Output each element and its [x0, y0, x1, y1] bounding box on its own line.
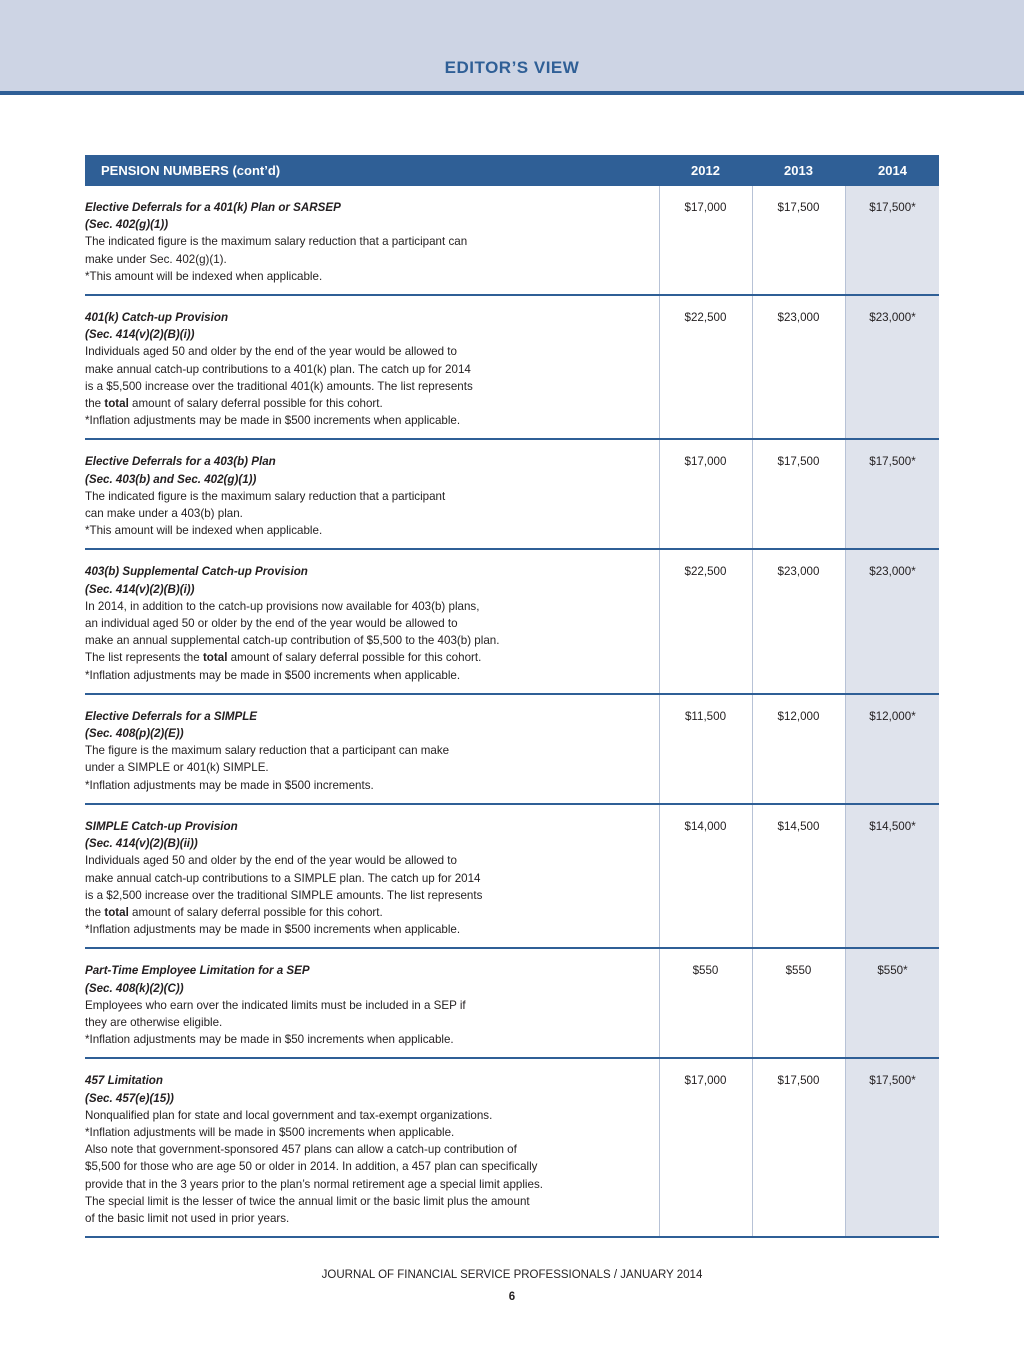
code-section: (Sec. 403(b) and Sec. 402(g)(1)) [85, 472, 257, 486]
table-row [85, 186, 939, 296]
value-2013: $550 [785, 964, 812, 978]
description-line: *Inflation adjustments may be made in $500 increments when applicable. [85, 414, 461, 428]
provision-description [85, 550, 659, 692]
code-section: (Sec. 414(v)(2)(B)(i)) [85, 328, 195, 342]
description-line: $5,500 for those who are age 50 or older in 2014. In addition, a 457 plan can specifically [85, 1160, 538, 1174]
value-2014: $14,500* [869, 819, 916, 833]
value-2012: $11,500 [684, 709, 727, 723]
description-line: is a $2,500 increase over the traditional SIMPLE amounts. The list represents [85, 888, 483, 902]
description-line: make annual catch-up contributions to a SIMPLE plan. The catch up for 2014 [85, 871, 481, 885]
value-2014: $12,000* [869, 709, 916, 723]
description-line: of the basic limit not used in prior years. [85, 1211, 290, 1225]
description-line: The indicated figure is the maximum salary reduction that a participant can [85, 235, 468, 249]
table-row [85, 296, 939, 440]
provision-heading: SIMPLE Catch-up Provision [85, 819, 238, 833]
value-2012: $14,000 [684, 819, 727, 833]
description-line: *Inflation adjustments may be made in $50 increments when applicable. [85, 1033, 454, 1047]
description-line: the total amount of salary deferral possible for this cohort. [85, 905, 383, 919]
code-section: (Sec. 457(e)(15)) [85, 1091, 174, 1105]
provision-heading: 403(b) Supplemental Catch-up Provision [85, 565, 308, 579]
provision-description [85, 440, 659, 548]
description-line: can make under a 403(b) plan. [85, 507, 243, 521]
value-2014: $17,500* [869, 1074, 916, 1088]
description-line: *Inflation adjustments may be made in $500 increments when applicable. [85, 923, 461, 937]
value-2013: $23,000 [777, 565, 820, 579]
table-row [85, 1059, 939, 1238]
description-line: they are otherwise eligible. [85, 1015, 223, 1029]
description-line: The list represents the total amount of salary deferral possible for this cohort. [85, 651, 482, 665]
value-2012: $550 [692, 964, 719, 978]
provision-heading: Elective Deferrals for a 403(b) Plan [85, 455, 276, 469]
description-line: Individuals aged 50 and older by the end of the year would be allowed to [85, 854, 457, 868]
table-row [85, 550, 939, 694]
year-header-2013: 2013 [784, 163, 813, 178]
provision-description [85, 1059, 659, 1236]
description-line: make an annual supplemental catch-up contribution of $5,500 to the 403(b) plan. [85, 634, 500, 648]
value-2012: $22,500 [684, 311, 727, 325]
header-band [0, 0, 1024, 95]
provision-heading: 457 Limitation [85, 1074, 163, 1088]
year-header-2014: 2014 [878, 163, 907, 178]
value-2013: $12,000 [777, 709, 820, 723]
pension-numbers-table [85, 155, 939, 1238]
description-line: an individual aged 50 or older by the end of the year would be allowed to [85, 617, 458, 631]
page-header-title: EDITOR’S VIEW [444, 58, 580, 77]
value-2013: $17,500 [777, 201, 820, 214]
description-line: Nonqualified plan for state and local government and tax-exempt organizations. [85, 1108, 493, 1122]
description-line: under a SIMPLE or 401(k) SIMPLE. [85, 761, 269, 775]
provision-description [85, 186, 659, 294]
value-2014: $23,000* [869, 565, 916, 579]
value-2013: $14,500 [777, 819, 820, 833]
provision-heading: Elective Deferrals for a SIMPLE [85, 709, 258, 723]
provision-description [85, 296, 659, 438]
value-2012: $22,500 [684, 565, 727, 579]
value-2014: $17,500* [869, 455, 916, 469]
value-2013: $17,500 [777, 455, 820, 469]
description-line: *This amount will be indexed when applicable. [85, 269, 323, 283]
description-line: Also note that government-sponsored 457 plans can allow a catch-up contribution of [85, 1143, 517, 1157]
value-2013: $23,000 [777, 311, 820, 325]
value-2012: $17,000 [684, 1074, 727, 1088]
description-line: make annual catch-up contributions to a 401(k) plan. The catch up for 2014 [85, 362, 471, 376]
code-section: (Sec. 408(k)(2)(C)) [85, 981, 184, 995]
code-section: (Sec. 408(p)(2)(E)) [85, 727, 184, 741]
description-line: *Inflation adjustments may be made in $500 increments. [85, 778, 374, 792]
table-title: PENSION NUMBERS (cont’d) [101, 163, 281, 178]
description-line: In 2014, in addition to the catch-up provisions now available for 403(b) plans, [85, 599, 480, 613]
page-number: 6 [508, 1291, 516, 1303]
value-2014: $17,500* [869, 201, 916, 214]
provision-description [85, 695, 659, 803]
value-2012: $17,000 [684, 201, 727, 214]
table-body [85, 186, 939, 1238]
description-line: The figure is the maximum salary reduction that a participant can make [85, 744, 450, 758]
description-line: *Inflation adjustments will be made in $500 increments when applicable. [85, 1125, 455, 1139]
value-2013: $17,500 [777, 1074, 820, 1088]
description-line: provide that in the 3 years prior to the plan’s normal retirement age a special limit applies. [85, 1177, 543, 1191]
description-line: Employees who earn over the indicated limits must be included in a SEP if [85, 998, 466, 1012]
provision-heading: Part-Time Employee Limitation for a SEP [85, 964, 310, 978]
description-line: make under Sec. 402(g)(1). [85, 252, 227, 266]
code-section: (Sec. 414(v)(2)(B)(i)) [85, 582, 195, 596]
table-row [85, 949, 939, 1059]
provision-description [85, 949, 659, 1057]
year-header-2012: 2012 [691, 163, 720, 178]
table-row [85, 440, 939, 550]
description-line: is a $5,500 increase over the traditional 401(k) amounts. The list represents [85, 379, 473, 393]
journal-footer: JOURNAL OF FINANCIAL SERVICE PROFESSIONALS / JANUARY 2014 [321, 1269, 703, 1281]
code-section: (Sec. 402(g)(1)) [85, 218, 169, 232]
provision-heading: Elective Deferrals for a 401(k) Plan or SARSEP [85, 201, 341, 214]
description-line: the total amount of salary deferral possible for this cohort. [85, 397, 383, 411]
provision-heading: 401(k) Catch-up Provision [85, 311, 229, 325]
table-header [85, 155, 939, 186]
description-line: *Inflation adjustments may be made in $500 increments when applicable. [85, 668, 461, 682]
description-line: The indicated figure is the maximum salary reduction that a participant [85, 489, 446, 503]
description-line: *This amount will be indexed when applicable. [85, 524, 323, 538]
value-2014: $550* [877, 964, 908, 978]
value-2014: $23,000* [869, 311, 916, 325]
provision-description [85, 805, 659, 947]
code-section: (Sec. 414(v)(2)(B)(ii)) [85, 837, 198, 851]
description-line: Individuals aged 50 and older by the end of the year would be allowed to [85, 345, 457, 359]
table-row [85, 695, 939, 805]
description-line: The special limit is the lesser of twice the annual limit or the basic limit plus the amount [85, 1194, 530, 1208]
value-2012: $17,000 [684, 455, 727, 469]
table-row [85, 805, 939, 949]
